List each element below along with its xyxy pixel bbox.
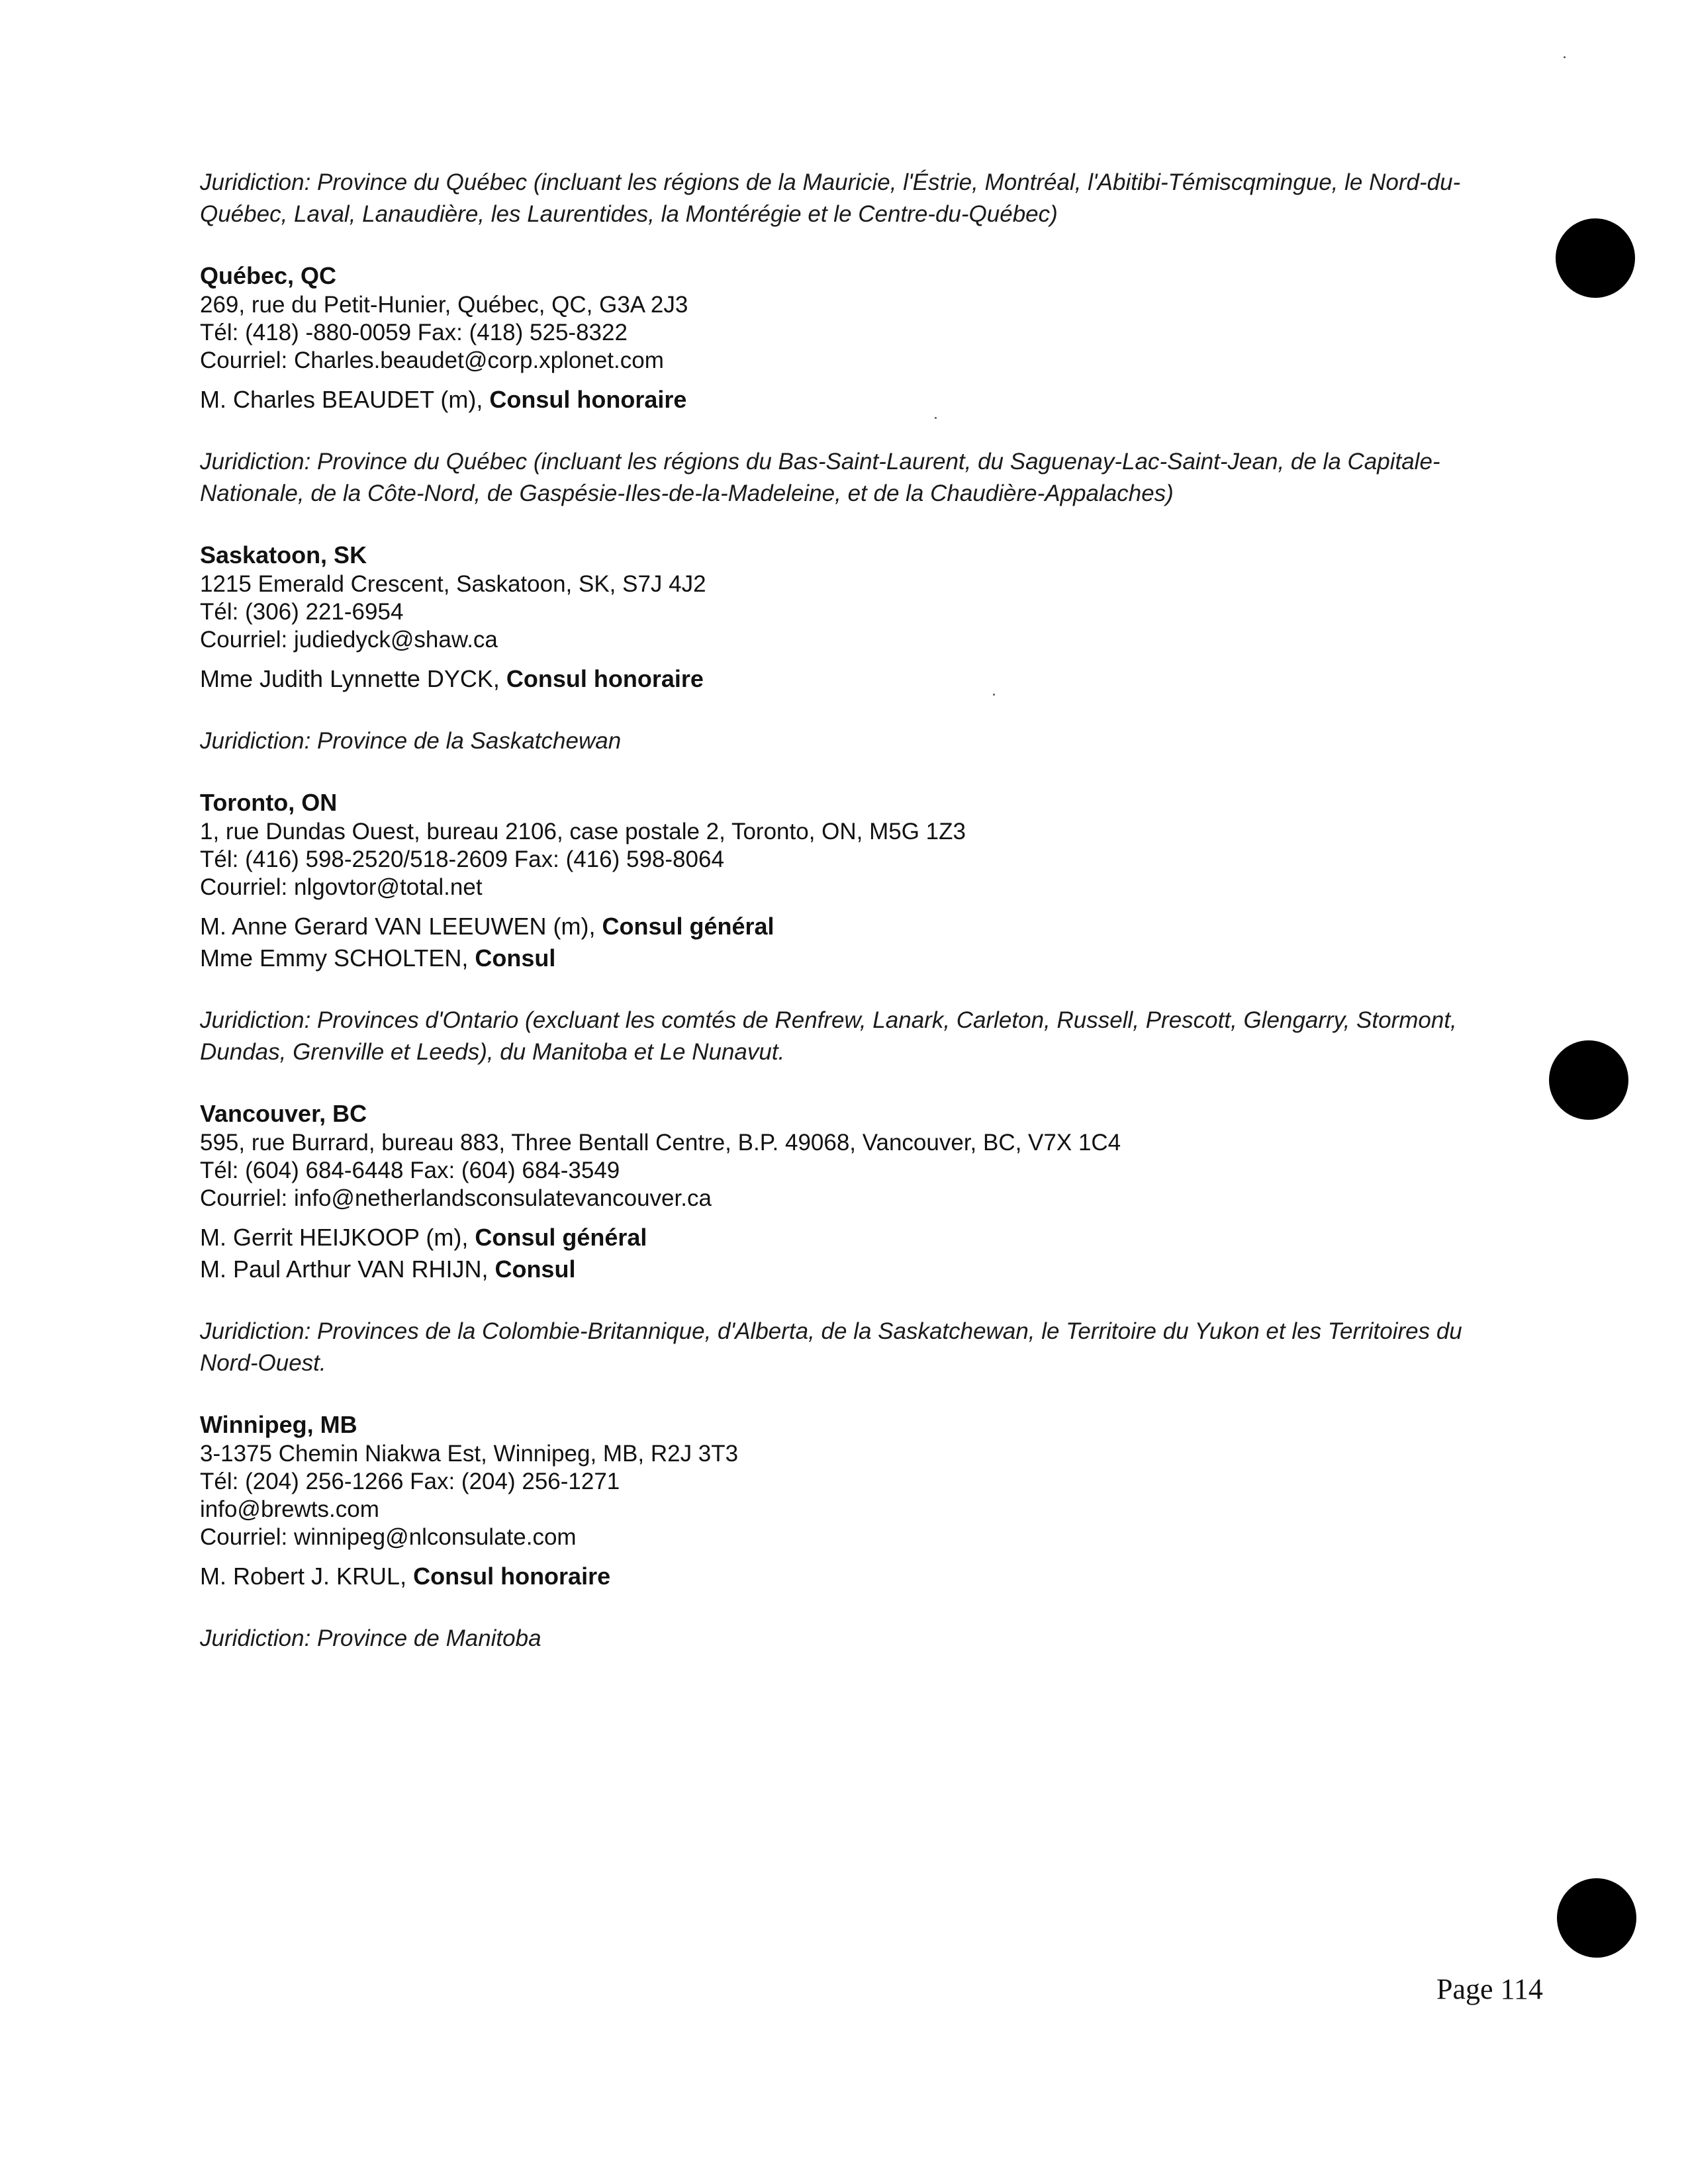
person-name: M. Paul Arthur VAN RHIJN,: [200, 1255, 495, 1283]
person-line: [200, 1561, 1524, 1592]
consulate-entry-vancouver: [200, 1099, 1524, 1285]
phone-line: Tél: (416) 598-2520/518-2609 Fax: (416) 598-8064: [200, 846, 724, 872]
person-title: Consul: [475, 944, 556, 972]
person-name: Mme Emmy SCHOLTEN,: [200, 944, 475, 972]
scan-speck: [993, 694, 995, 696]
entry-juridiction: Juridiction: Provinces d'Ontario (excluant les comtés de Renfrew, Lanark, Carleton, Russell, Prescott, Glengarry, Stormont, Dundas, Grenville et Leeds), du Manitoba et Le Nunavut.: [200, 1007, 1457, 1065]
entry-juridiction: Juridiction: Provinces de la Colombie-Britannique, d'Alberta, de la Saskatchewan, le Territoire du Yukon et les Territoires du Nord-Ouest.: [200, 1318, 1462, 1376]
city-heading: Vancouver, BC: [200, 1100, 367, 1127]
person-name: Mme Judith Lynnette DYCK,: [200, 665, 506, 692]
entry-juridiction: Juridiction: Province du Québec (incluant les régions du Bas-Saint-Laurent, du Saguenay-Lac-Saint-Jean, de la Capitale-Nationale, de la Côte-Nord, de Gaspésie-Iles-de-la-Madeleine, et de la Chaudière-Appalaches): [200, 449, 1440, 506]
persons-list: [200, 384, 1524, 416]
person-title: Consul: [494, 1255, 576, 1283]
entry-juridiction: Juridiction: Province de la Saskatchewan: [200, 728, 622, 754]
phone-line: Tél: (604) 684-6448 Fax: (604) 684-3549: [200, 1158, 620, 1183]
consulate-entry-toronto: [200, 788, 1524, 974]
persons-list: [200, 1222, 1524, 1285]
person-line: [200, 384, 1524, 416]
person-name: M. Charles BEAUDET (m),: [200, 386, 490, 413]
email-line: Courriel: judiedyck@shaw.ca: [200, 627, 498, 653]
person-title: Consul honoraire: [506, 665, 704, 692]
consulate-entry-saskatoon: [200, 540, 1524, 695]
punch-hole: [1557, 1878, 1636, 1958]
phone-line: Tél: (204) 256-1266 Fax: (204) 256-1271: [200, 1469, 620, 1494]
email-line: info@brewts.com: [200, 1496, 379, 1522]
intro-juridiction: Juridiction: Province du Québec (incluant les régions de la Mauricie, l'Éstrie, Montréal, l'Abitibi-Témiscqmingue, le Nord-du-Québec, Laval, Lanaudière, les Laurentides, la Montérégie et le Centre-du-Québec): [200, 169, 1461, 227]
city-heading: Toronto, ON: [200, 789, 338, 816]
person-line: [200, 911, 1524, 942]
person-title: Consul honoraire: [489, 386, 687, 413]
person-title: Consul honoraire: [413, 1563, 611, 1590]
email-line: Courriel: Charles.beaudet@corp.xplonet.com: [200, 347, 664, 373]
person-title: Consul général: [602, 913, 774, 940]
person-name: M. Robert J. KRUL,: [200, 1563, 414, 1590]
person-line: [200, 1253, 1524, 1285]
document-body: [200, 167, 1524, 1655]
person-line: [200, 942, 1524, 974]
address-line: 1, rue Dundas Ouest, bureau 2106, case postale 2, Toronto, ON, M5G 1Z3: [200, 819, 966, 844]
scan-speck: [935, 417, 937, 419]
email-line: Courriel: info@netherlandsconsulatevancouver.ca: [200, 1185, 712, 1211]
city-heading: Winnipeg, MB: [200, 1411, 357, 1438]
email-line: Courriel: winnipeg@nlconsulate.com: [200, 1524, 577, 1550]
person-name: M. Anne Gerard VAN LEEUWEN (m),: [200, 913, 602, 940]
persons-list: [200, 663, 1524, 695]
person-title: Consul général: [475, 1224, 647, 1251]
address-line: 269, rue du Petit-Hunier, Québec, QC, G3A 2J3: [200, 292, 688, 318]
address-line: 3-1375 Chemin Niakwa Est, Winnipeg, MB, R2J 3T3: [200, 1441, 739, 1467]
scan-speck: [1564, 56, 1566, 58]
punch-hole: [1549, 1040, 1628, 1120]
email-line: Courriel: nlgovtor@total.net: [200, 874, 483, 900]
punch-hole: [1556, 218, 1635, 298]
entry-juridiction: Juridiction: Province de Manitoba: [200, 1625, 541, 1651]
address-line: 1215 Emerald Crescent, Saskatoon, SK, S7J 4J2: [200, 571, 706, 597]
city-heading: Saskatoon, SK: [200, 541, 367, 569]
person-name: M. Gerrit HEIJKOOP (m),: [200, 1224, 475, 1251]
person-line: [200, 663, 1524, 695]
persons-list: [200, 1561, 1524, 1592]
consulate-entry-winnipeg: [200, 1410, 1524, 1592]
phone-line: Tél: (418) -880-0059 Fax: (418) 525-8322: [200, 320, 628, 345]
person-line: [200, 1222, 1524, 1253]
page-number: Page 114: [1436, 1973, 1543, 2005]
address-line: 595, rue Burrard, bureau 883, Three Bentall Centre, B.P. 49068, Vancouver, BC, V7X 1C4: [200, 1130, 1121, 1156]
city-heading: Québec, QC: [200, 262, 337, 289]
consulate-entry-quebec: [200, 261, 1524, 416]
persons-list: [200, 911, 1524, 974]
phone-line: Tél: (306) 221-6954: [200, 599, 404, 625]
